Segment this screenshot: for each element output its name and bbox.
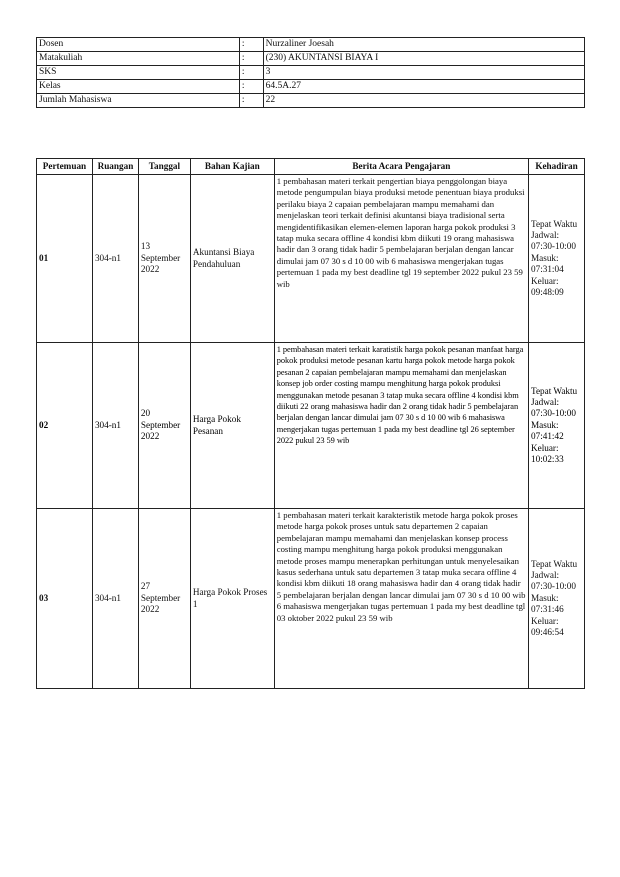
info-separator: : [239, 66, 263, 80]
info-value: (230) AKUNTANSI BIAYA I [263, 52, 584, 66]
info-label: Kelas [37, 80, 240, 94]
header-berita-acara: Berita Acara Pengajaran [274, 159, 528, 175]
info-row-sks [37, 66, 585, 80]
table-row [37, 509, 585, 689]
info-value: 22 [263, 94, 584, 108]
cell-kehadiran: Tepat Waktu Jadwal: 07:30-10:00 Masuk: 07:31:04 Keluar: 09:48:09 [529, 175, 585, 343]
info-label: Matakuliah [37, 52, 240, 66]
header-ruangan: Ruangan [92, 159, 138, 175]
cell-bahan-kajian: Harga Pokok Pesanan [190, 343, 274, 509]
info-separator: : [239, 52, 263, 66]
info-row-kelas [37, 80, 585, 94]
cell-pertemuan: 02 [37, 343, 93, 509]
info-row-dosen [37, 38, 585, 52]
info-label: Dosen [37, 38, 240, 52]
cell-bahan-kajian: Harga Pokok Proses 1 [190, 509, 274, 689]
cell-bahan-kajian: Akuntansi Biaya Pendahuluan [190, 175, 274, 343]
cell-ruangan: 304-n1 [92, 175, 138, 343]
header-kehadiran: Kehadiran [529, 159, 585, 175]
header-bahan-kajian: Bahan Kajian [190, 159, 274, 175]
info-row-jumlah-mahasiswa [37, 94, 585, 108]
info-label: Jumlah Mahasiswa [37, 94, 240, 108]
header-pertemuan: Pertemuan [37, 159, 93, 175]
cell-kehadiran: Tepat Waktu Jadwal: 07:30-10:00 Masuk: 07:31:46 Keluar: 09:46:54 [529, 509, 585, 689]
cell-tanggal: 27 September 2022 [138, 509, 190, 689]
cell-ruangan: 304-n1 [92, 509, 138, 689]
cell-pertemuan: 03 [37, 509, 93, 689]
info-value: 3 [263, 66, 584, 80]
cell-kehadiran: Tepat Waktu Jadwal: 07:30-10:00 Masuk: 07:41:42 Keluar: 10:02:33 [529, 343, 585, 509]
info-value: Nurzaliner Joesah [263, 38, 584, 52]
cell-berita-acara: 1 pembahasan materi terkait karakteristik metode harga pokok proses metode harga pokok proses untuk satu departemen 2 capaian pembelajaran mampu memahami dan menjelaskan konsep process costing mampu menghitung harga pokok produksi menggunakan metode proses mampu menerapkan perhitungan untuk menyelesaikan kasus sederhana untuk satu departemen 3 tatap muka secara offline 4 kondisi kbm diikuti 18 orang mahasiswa hadir dan 4 orang tidak hadir 5 pembelajaran berjalan dengan lancar dimulai jam 07 30 s d 10 00 wib 6 mahasiswa mengerjakan tugas pertemuan 1 pada my best deadline tgl 03 oktober 2022 pukul 23 59 wib [274, 509, 528, 689]
cell-tanggal: 13 September 2022 [138, 175, 190, 343]
table-header-row [37, 159, 585, 175]
header-tanggal: Tanggal [138, 159, 190, 175]
meeting-log-table [36, 158, 585, 689]
table-row [37, 175, 585, 343]
cell-pertemuan: 01 [37, 175, 93, 343]
info-separator: : [239, 80, 263, 94]
cell-ruangan: 304-n1 [92, 343, 138, 509]
cell-berita-acara: 1 pembahasan materi terkait pengertian biaya penggolongan biaya metode pengumpulan biaya produksi metode penentuan biaya produksi perilaku biaya 2 capaian pembelajaran mampu memahami dan menjelaskan teori terkait definisi akuntansi biaya tradisional serta mengidentifikasikan elemen-elemen laporan harga pokok produksi 3 tatap muka secara offline 4 kondisi kbm diikuti 19 orang mahasiswa hadir dan 3 orang tidak hadir 5 pembelajaran berjalan dengan lancar dimulai jam 07 30 s d 10 00 wib 6 mahasiswa mengerjakan tugas pertemuan 1 pada my best deadline tgl 19 september 2022 pukul 23 59 wib [274, 175, 528, 343]
cell-tanggal: 20 September 2022 [138, 343, 190, 509]
info-separator: : [239, 38, 263, 52]
info-row-matakuliah [37, 52, 585, 66]
info-label: SKS [37, 66, 240, 80]
table-row [37, 343, 585, 509]
info-value: 64.5A.27 [263, 80, 584, 94]
course-info-table [36, 37, 585, 108]
info-separator: : [239, 94, 263, 108]
cell-berita-acara: 1 pembahasan materi terkait karatistik harga pokok pesanan manfaat harga pokok produksi metode pesanan kartu harga pokok metode harga pokok pesanan 2 capaian pembelajaran mampu memahami dan menjelaskan konsep job order costing mampu menghitung harga pokok produksi menggunakan metode pesanan 3 tatap muka secara offline 4 kondisi kbm diikuti 22 orang mahasiswa hadir dan 2 orang tidak hadir 5 pembelajaran berjalan dengan lancar dimulai jam 07 30 s d 10 00 wib 6 mahasiswa mengerjakan tugas pertemuan 1 pada my best deadline tgl 26 september 2022 pukul 23 59 wib [274, 343, 528, 509]
